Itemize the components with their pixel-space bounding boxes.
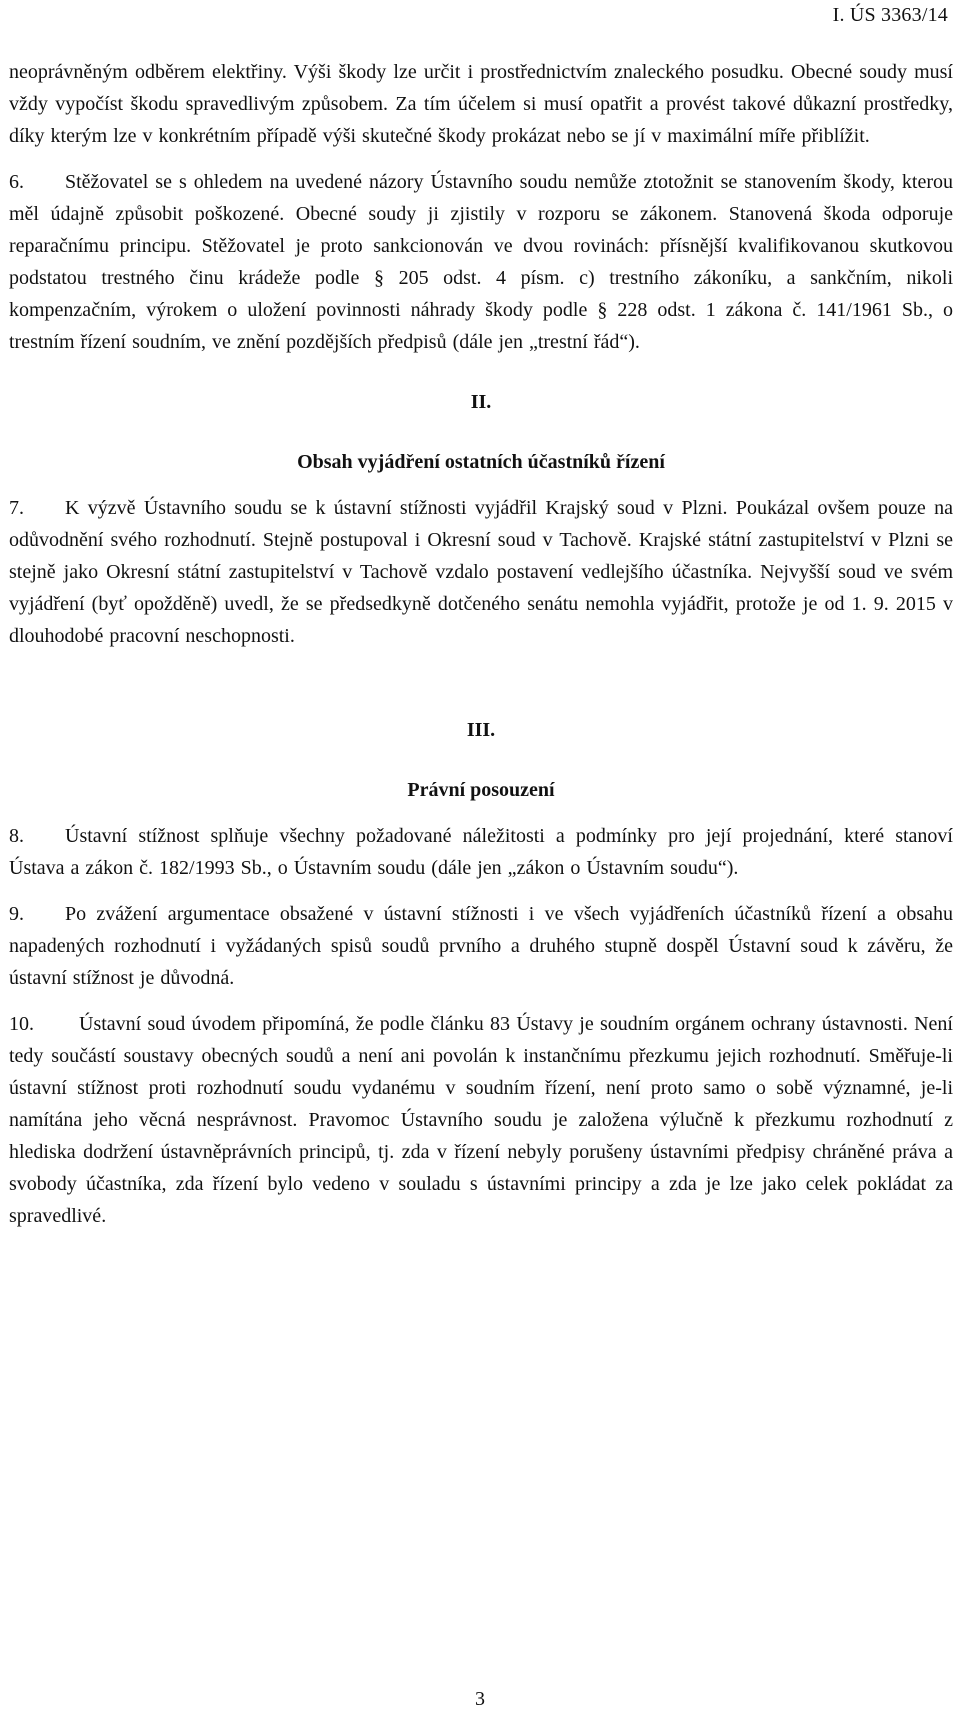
paragraph-10 [9, 1008, 953, 1232]
page-number: 3 [475, 1688, 485, 1710]
paragraph-7 [9, 492, 953, 652]
paragraph-text: Ústavní stížnost splňuje všechny požadované náležitosti a podmínky pro její projednání, které stanoví Ústava a zákon č. 182/1993 Sb., o Ústavním soudu (dále jen „zákon o Ústavním soudu“). [9, 825, 953, 879]
paragraph-number: 8. [9, 825, 24, 847]
paragraph-intro: neoprávněným odběrem elektřiny. Výši škody lze určit i prostřednictvím znaleckého posudku. Obecné soudy musí vždy vypočíst škodu spravedlivým způsobem. Za tím účelem si musí opatřit a provést takové důkazní prostředky, díky kterým lze v konkrétním případě výši skutečné škody prokázat nebo se jí v maximální míře přiblížit. [9, 61, 953, 147]
paragraph-text: Ústavní soud úvodem připomíná, že podle článku 83 Ústavy je soudním orgánem ochrany ústavnosti. Není tedy součástí soustavy obecných soudů a není ani povolán k instančnímu přezkumu jejich rozhodnutí. Směřuje-li ústavní stížnost proti rozhodnutí soudu vydanému v soudním řízení, není proto samo o sobě významné, je-li namítána jeho věcná nesprávnost. Pravomoc Ústavního soudu je založena výlučně k přezkumu rozhodnutí z hlediska dodržení ústavněprávních principů, tj. zda v řízení nebyly porušeny ústavními předpisy chráněné práva a svobody účastníka, zda řízení bylo vedeno v souladu s ústavními principy a zda je lze jako celek pokládat za spravedlivé. [9, 1013, 953, 1227]
paragraph-text: Stěžovatel se s ohledem na uvedené názory Ústavního soudu nemůže ztotožnit se stanovením škody, kterou měl údajně způsobit poškozené. Obecné soudy ji zjistily v rozporu se zákonem. Stanovená škoda odporuje reparačnímu principu. Stěžovatel je proto sankcionován ve dvou rovinách: přísnější kvalifikovanou skutkovou podstatou trestného činu krádeže podle § 205 odst. 4 písm. c) trestního zákoníku, a sankčním, nikoli kompenzačním, výrokem o uložení povinnosti náhrady škody podle § 228 odst. 1 zákona č. 141/1961 Sb., o trestním řízení soudním, ve znění pozdějších předpisů (dále jen „trestní řád“). [9, 171, 953, 353]
paragraph-text: K výzvě Ústavního soudu se k ústavní stížnosti vyjádřil Krajský soud v Plzni. Poukázal ovšem pouze na odůvodnění svého rozhodnutí. Stejně postupoval i Okresní soud v Tachově. Krajské státní zastupitelství v Plzni se stejně jako Okresní státní zastupitelství v Tachově vzdalo postavení vedlejšího účastníka. Nejvyšší soud ve svém vyjádření (byť opožděně) uvedl, že se předsedkyně dotčeného senátu nemohla vyjádřit, protože je od 1. 9. 2015 v dlouhodobé pracovní neschopnosti. [9, 497, 953, 647]
paragraph-number: 10. [9, 1013, 34, 1035]
case-reference: I. ÚS 3363/14 [832, 4, 948, 26]
section-title-ii: Obsah vyjádření ostatních účastníků řízení [297, 451, 665, 473]
paragraph-9 [9, 898, 953, 994]
section-number-ii: II. [470, 391, 492, 413]
section-title-iii: Právní posouzení [407, 779, 555, 801]
paragraph-8 [9, 820, 953, 884]
paragraph-text: Po zvážení argumentace obsažené v ústavní stížnosti i ve všech vyjádřeních účastníků řízení a obsahu napadených rozhodnutí i vyžádaných spisů soudů prvního a druhého stupně dospěl Ústavní soud k závěru, že ústavní stížnost je důvodná. [9, 903, 953, 989]
document-body [9, 56, 953, 1232]
paragraph-number: 7. [9, 497, 24, 519]
paragraph-number: 6. [9, 171, 24, 193]
paragraph-number: 9. [9, 903, 24, 925]
paragraph-6 [9, 166, 953, 358]
section-number-iii: III. [466, 719, 496, 741]
